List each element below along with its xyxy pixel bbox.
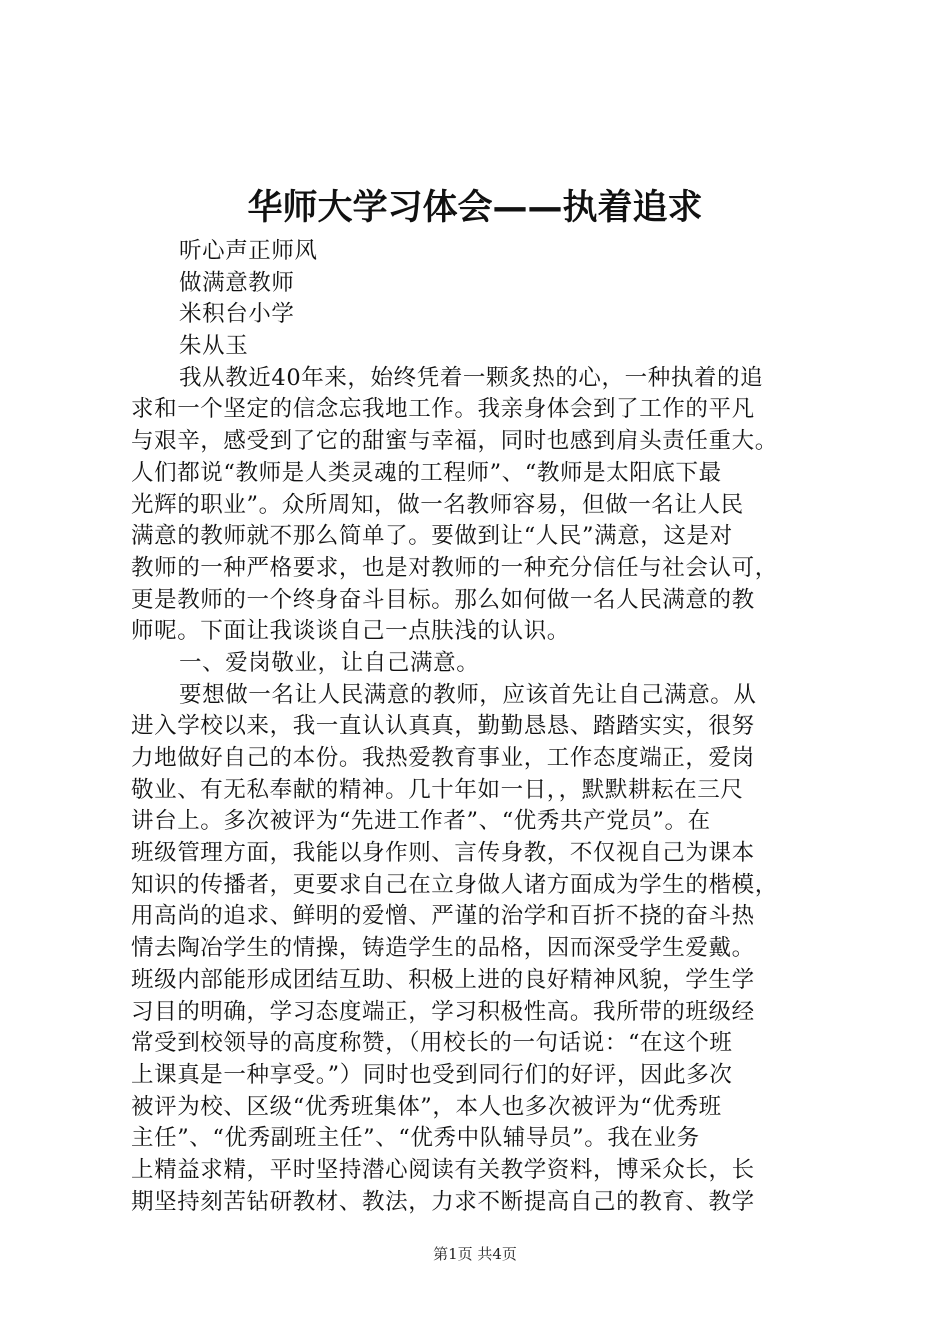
text-line: 进入学校以来，我一直认认真真，勤勤恳恳、踏踏实实，很努 <box>131 713 755 740</box>
document-title: 华师大学习体会——执着追求 <box>247 188 703 228</box>
text-line: 常受到校领导的高度称赞，（用校长的一句话说：“在这个班 <box>131 1030 733 1057</box>
text-line: 满意的教师就不那么简单了。要做到让“人民”满意，这是对 <box>131 523 733 550</box>
text-line: 师呢。下面让我谈谈自己一点肤浅的认识。 <box>131 618 570 645</box>
text-line: 用高尚的追求、鲜明的爱憎、严谨的治学和百折不挠的奋斗热 <box>131 903 755 930</box>
text-line: 求和一个坚定的信念忘我地工作。我亲身体会到了工作的平凡 <box>131 396 755 423</box>
text-line: 被评为校、区级“优秀班集体”，本人也多次被评为“优秀班 <box>131 1093 722 1120</box>
text-line: 力地做好自己的本份。我热爱教育事业，工作态度端正，爱岗 <box>131 745 755 771</box>
text-line: 人们都说“教师是人类灵魂的工程师”、“教师是太阳底下最 <box>131 459 722 486</box>
text-line: 主任”、“优秀副班主任”、“优秀中队辅导员”。我在业务 <box>131 1125 700 1152</box>
text-line: 教师的一种严格要求，也是对教师的一种充分信任与社会认可， <box>131 554 778 581</box>
text-line: 班级内部能形成团结互助、积极上进的良好精神风貌，学生学 <box>131 966 755 993</box>
text-line: 朱从玉 <box>179 333 249 360</box>
text-line: 知识的传播者，更要求自己在立身做人诸方面成为学生的楷模， <box>131 871 778 898</box>
text-line: 光辉的职业”。众所周知，做一名教师容易，但做一名让人民 <box>131 491 744 518</box>
text-line: 敬业、有无私奉献的精神。几十年如一日，，默默耕耘在三尺 <box>131 776 744 803</box>
text-line: 做满意教师 <box>179 269 295 296</box>
text-line: 习目的明确，学习态度端正，学习积极性高。我所带的班级经 <box>131 998 755 1025</box>
text-line: 更是教师的一个终身奋斗目标。那么如何做一名人民满意的教 <box>131 586 755 613</box>
text-line: 我从教近40年来，始终凭着一颗炙热的心，一种执着的追 <box>179 364 764 391</box>
text-line: 米积台小学 <box>179 301 295 328</box>
text-line: 与艰辛，感受到了它的甜蜜与幸福，同时也感到肩头责任重大。 <box>131 428 778 455</box>
text-line: 一、爱岗敬业，让自己满意。 <box>179 649 480 676</box>
text-line: 上课真是一种享受。”）同时也受到同行们的好评，因此多次 <box>131 1061 733 1088</box>
text-line: 要想做一名让人民满意的教师，应该首先让自己满意。从 <box>179 681 757 708</box>
document-body <box>131 236 851 1218</box>
text-line: 情去陶冶学生的情操，铸造学生的品格，因而深受学生爱戴。 <box>131 935 755 962</box>
text-line: 听心声正师风 <box>179 238 318 264</box>
page-footer: 第1页 共4页 <box>433 1245 517 1263</box>
text-line: 期坚持刻苦钻研教材、教法，力求不断提高自己的教育、教学 <box>131 1188 755 1215</box>
text-line: 上精益求精，平时坚持潜心阅读有关教学资料，博采众长，长 <box>131 1156 755 1183</box>
text-line: 讲台上。多次被评为“先进工作者”、“优秀共产党员”。在 <box>131 808 711 835</box>
text-line: 班级管理方面，我能以身作则、言传身教，不仅视自己为课本 <box>131 840 755 867</box>
